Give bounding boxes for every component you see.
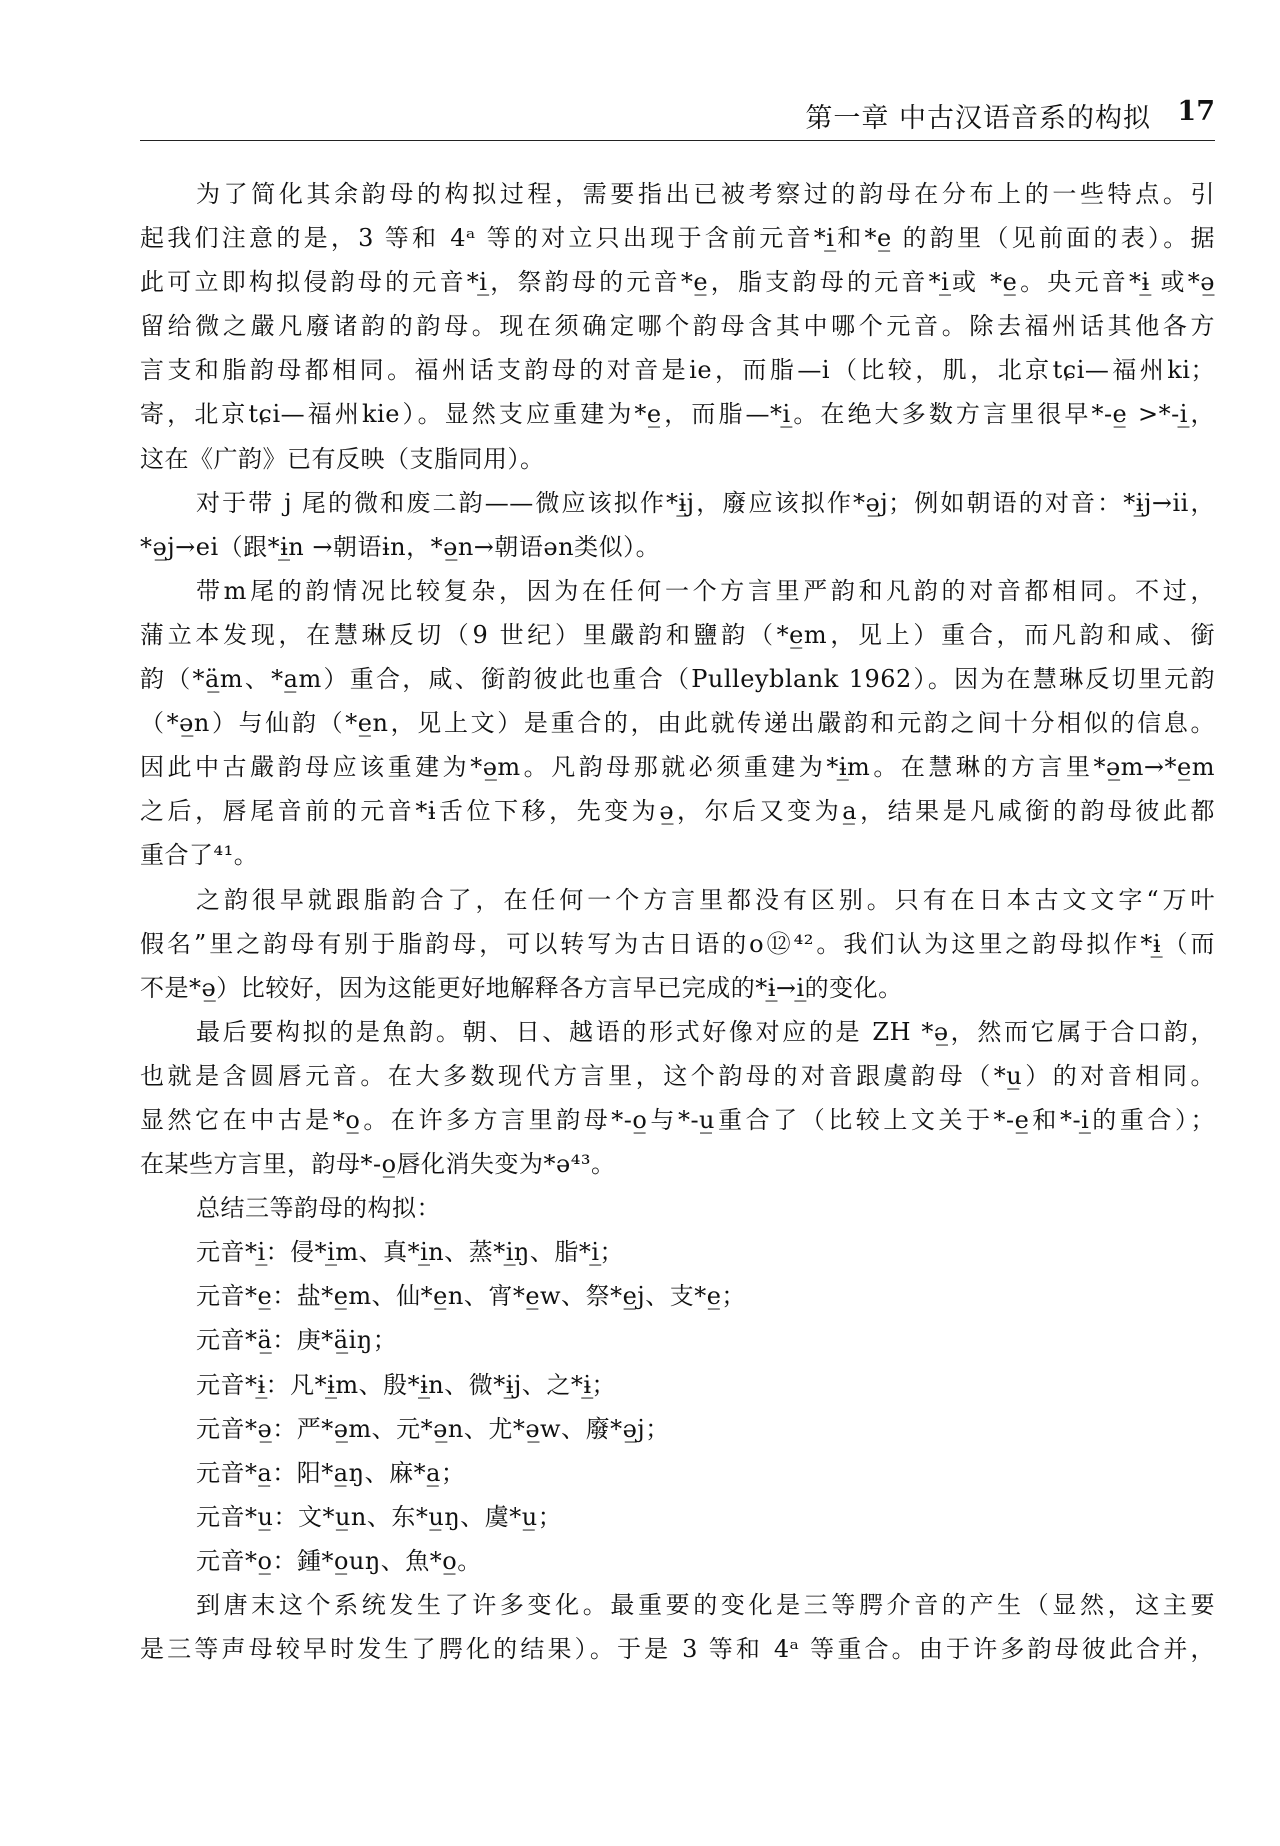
text-line: 寄，北京tɕi—福州kie）。显然支应重建为*e̲，而脂—*i̲。在绝大多数方言里很早*-e̲ >*-i̲， <box>140 400 1215 429</box>
running-header <box>140 96 1215 140</box>
text-line: 不是*ə̲）比较好，因为这能更好地解释各方言早已完成的*ɨ̲→i̲的变化。 <box>140 973 903 1002</box>
page-number: 17 <box>1177 96 1215 127</box>
text-line: 这在《广韵》已有反映（支脂同用）。 <box>140 444 545 473</box>
vowel-list-item: 元音*ə̲：严*ə̲m、元*ə̲n、尤*ə̲w、廢*ə̲j； <box>196 1414 670 1443</box>
vowel-list-item: 元音*i̲：侵*i̲m、真*i̲n、蒸*i̲ŋ、脂*i̲； <box>196 1238 625 1267</box>
text-line: 显然它在中古是*o̲。在许多方言里韵母*-o̲与*-u̲重合了（比较上文关于*-e̲和*-i̲的重合）； <box>140 1105 1215 1134</box>
text-line: 此可立即构拟侵韵母的元音*i̲，祭韵母的元音*e̲，脂支韵母的元音*i̲或 *e̲。央元音*ɨ̲ 或*ə̲ <box>140 268 1215 297</box>
text-line: 之后，唇尾音前的元音*ɨ舌位下移，先变为ə̲，尔后又变为a̲，结果是凡咸銜的韵母彼此都 <box>140 797 1215 826</box>
text-line: 之韵很早就跟脂韵合了，在任何一个方言里都没有区别。只有在日本古文文字“万叶 <box>196 885 1215 914</box>
text-line: 韵（*ä̲m、*a̲m）重合，咸、銜韵彼此也重合（Pulleyblank 1962）。因为在慧琳反切里元韵 <box>140 665 1215 694</box>
text-line: 对于带 j 尾的微和废二韵——微应该拟作*ɨ̲j，廢应该拟作*ə̲j；例如朝语的对音：*ɨ̲j→ii， <box>196 488 1215 517</box>
text-line: 到唐末这个系统发生了许多变化。最重要的变化是三等腭介音的产生（显然，这主要 <box>196 1591 1215 1619</box>
vowel-list-item: 元音*a̲：阳*a̲ŋ、麻*a̲； <box>196 1458 466 1487</box>
text-line: 为了简化其余韵母的构拟过程，需要指出已被考察过的韵母在分布上的一些特点。引 <box>196 180 1215 208</box>
text-line: 因此中古嚴韵母应该重建为*ə̲m。凡韵母那就必须重建为*ɨ̲m。在慧琳的方言里*ə̲m→*e̲m <box>140 753 1215 782</box>
vowel-list-item: 元音*u̲：文*u̲n、东*u̲ŋ、虞*u̲； <box>196 1502 563 1531</box>
text-line: 留给微之嚴凡廢诸韵的韵母。现在须确定哪个韵母含其中哪个元音。除去福州话其他各方 <box>140 312 1215 341</box>
vowel-list-item: 元音*e̲：盐*e̲m、仙*e̲n、宵*e̲w、祭*e̲j、支*e̲； <box>196 1282 746 1311</box>
text-line: 最后要构拟的是魚韵。朝、日、越语的形式好像对应的是 ZH *ə̲，然而它属于合口韵， <box>196 1017 1215 1046</box>
text-line: 带m尾的韵情况比较复杂，因为在任何一个方言里严韵和凡韵的对音都相同。不过， <box>196 576 1215 605</box>
text-line: 假名”里之韵母有别于脂韵母，可以转写为古日语的o⑫⁴²。我们认为这里之韵母拟作*ɨ̲（而 <box>140 929 1215 958</box>
text-line: *ə̲j→ei（跟*ɨ̲n →朝语ɨn，*ə̲n→朝语ən类似）。 <box>140 532 661 561</box>
summary-heading: 总结三等韵母的构拟： <box>196 1194 441 1223</box>
text-line: （*ə̲n）与仙韵（*e̲n，见上文）是重合的，由此就传递出嚴韵和元韵之间十分相似的信息。 <box>140 709 1215 738</box>
vowel-list-item: 元音*ɨ̲：凡*ɨ̲m、殷*ɨ̲n、微*ɨ̲j、之*ɨ̲； <box>196 1370 617 1399</box>
vowel-list-item: 元音*ä̲：庚*ä̲iŋ； <box>196 1326 398 1355</box>
header-rule <box>140 140 1215 141</box>
body-text <box>140 172 1215 1671</box>
text-line: 是三等声母较早时发生了腭化的结果）。于是 3 等和 4ᵃ 等重合。由于许多韵母彼此合并， <box>140 1635 1215 1664</box>
text-line: 重合了⁴¹。 <box>140 841 259 870</box>
text-line: 蒲立本发现，在慧琳反切（9 世纪）里嚴韵和鹽韵（*e̲m，见上）重合，而凡韵和咸、銜 <box>140 620 1215 649</box>
text-line: 言支和脂韵母都相同。福州话支韵母的对音是ie，而脂—i（比较，肌，北京tɕi—福州ki； <box>140 356 1215 385</box>
text-line: 在某些方言里，韵母*-o̲唇化消失变为*ə⁴³。 <box>140 1150 616 1179</box>
text-line: 起我们注意的是，3 等和 4ᵃ 等的对立只出现于含前元音*i̲和*e̲ 的韵里（见前面的表）。据 <box>140 224 1215 253</box>
text-line: 也就是含圆唇元音。在大多数现代方言里，这个韵母的对音跟虞韵母（*u̲）的对音相同。 <box>140 1061 1215 1090</box>
chapter-title: 第一章 中古汉语音系的构拟 <box>805 103 1151 134</box>
vowel-list-item: 元音*o̲：鍾*o̲uŋ、魚*o̲。 <box>196 1546 482 1575</box>
